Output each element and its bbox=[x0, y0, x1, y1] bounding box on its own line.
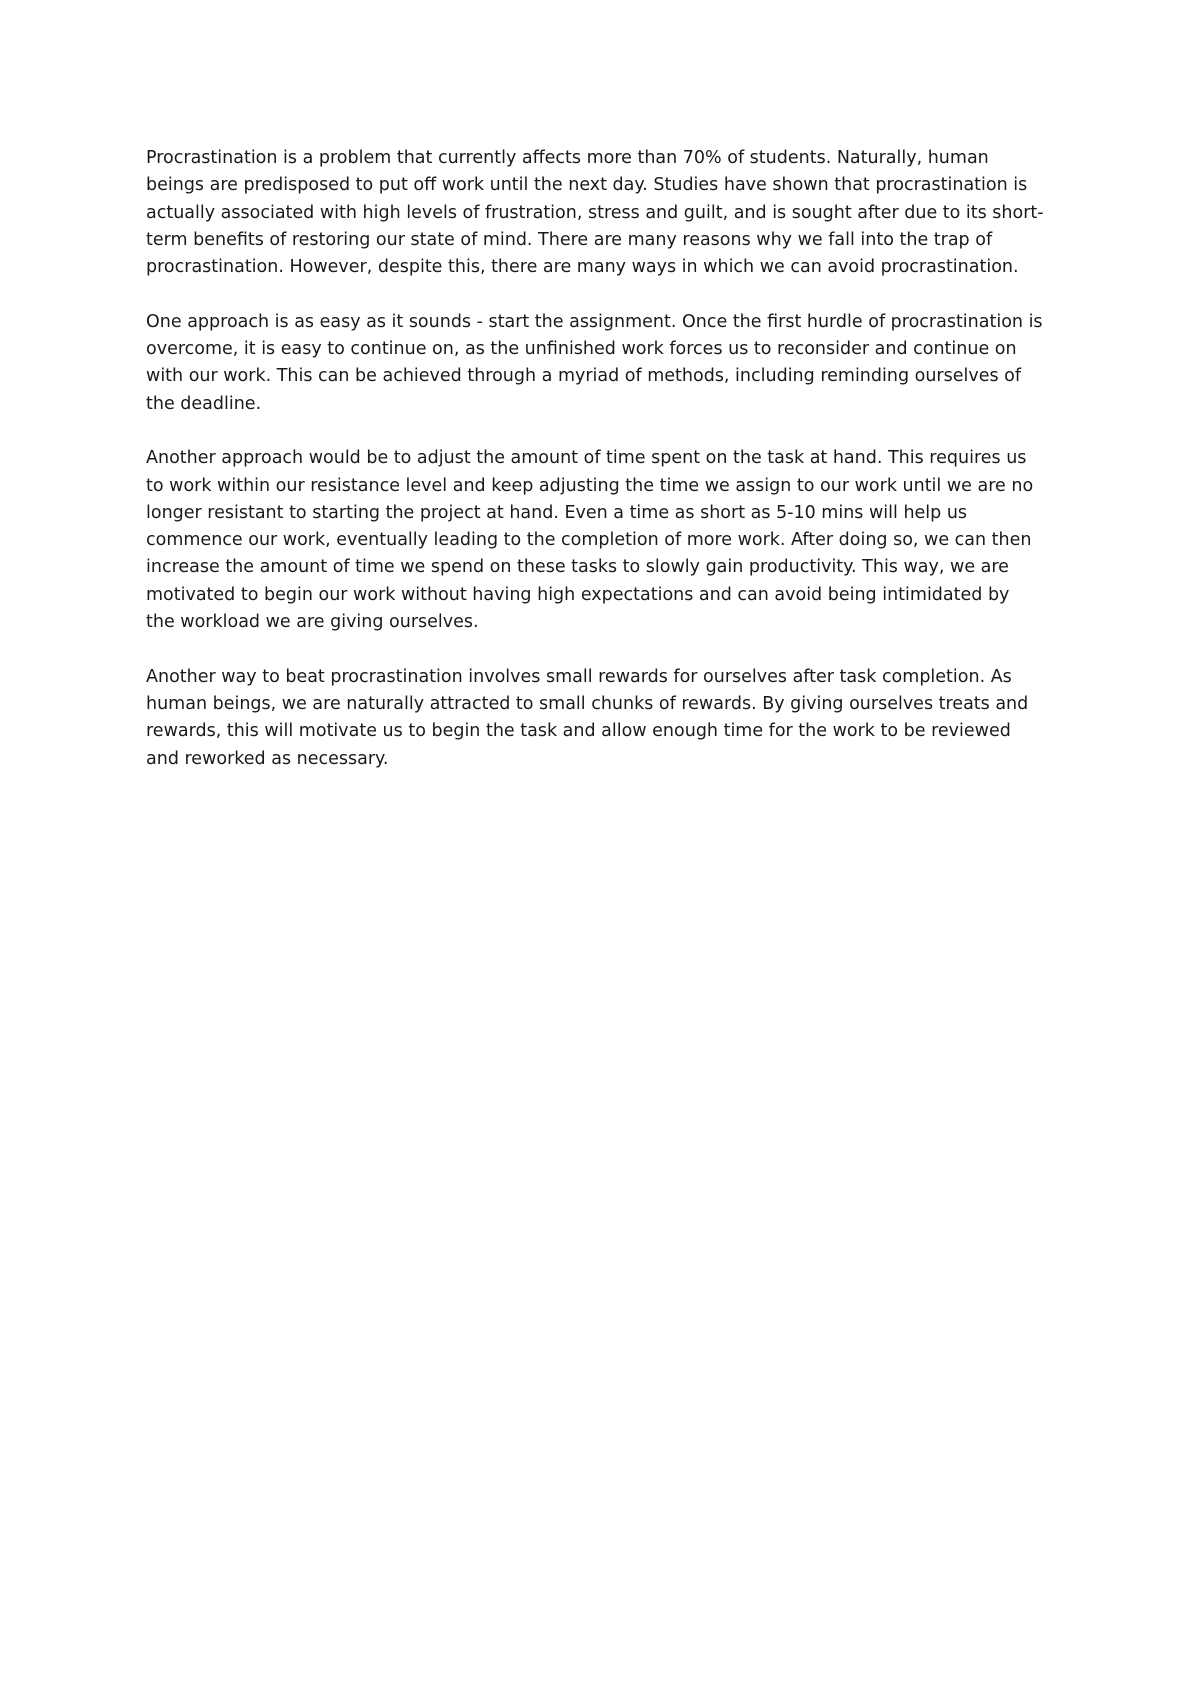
text-line: overcome, it is easy to continue on, as the unfinished work forces us to reconsider and continue on bbox=[146, 339, 1017, 360]
text-line: Another approach would be to adjust the amount of time spent on the task at hand. This requires us bbox=[146, 448, 1027, 469]
text-line: human beings, we are naturally attracted to small chunks of rewards. By giving ourselves treats and bbox=[146, 693, 1029, 714]
text-line: longer resistant to starting the project at hand. Even a time as short as 5-10 mins will help us bbox=[146, 502, 968, 523]
paragraph-1 bbox=[146, 145, 1066, 281]
text-line: Procrastination is a problem that currently affects more than 70% of students. Naturally, human bbox=[146, 148, 989, 168]
text-line: Another way to beat procrastination involves small rewards for ourselves after task completion. As bbox=[146, 666, 1012, 687]
text-line: increase the amount of time we spend on these tasks to slowly gain productivity. This way, we are bbox=[146, 557, 1009, 578]
text-line: procrastination. However, despite this, there are many ways in which we can avoid procrastination. bbox=[146, 257, 1019, 278]
text-line: to work within our resistance level and keep adjusting the time we assign to our work until we are no bbox=[146, 475, 1034, 496]
paragraph-4 bbox=[146, 664, 1066, 773]
text-line: beings are predisposed to put off work until the next day. Studies have shown that procrastination is bbox=[146, 175, 1028, 196]
text-line: the workload we are giving ourselves. bbox=[146, 612, 479, 633]
text-line: rewards, this will motivate us to begin the task and allow enough time for the work to be reviewed bbox=[146, 721, 1011, 742]
text-line: with our work. This can be achieved through a myriad of methods, including reminding ourselves of bbox=[146, 366, 1022, 387]
text-line: commence our work, eventually leading to the completion of more work. After doing so, we can then bbox=[146, 530, 1032, 551]
text-line: term benefits of restoring our state of mind. There are many reasons why we fall into the trap of bbox=[146, 229, 993, 250]
text-line: One approach is as easy as it sounds - start the assignment. Once the first hurdle of procrastination is bbox=[146, 311, 1043, 332]
paragraph-2 bbox=[146, 309, 1066, 418]
text-line: and reworked as necessary. bbox=[146, 748, 389, 769]
text-line: actually associated with high levels of frustration, stress and guilt, and is sought after due to its short- bbox=[146, 202, 1044, 223]
document-body bbox=[146, 145, 1066, 800]
text-line: the deadline. bbox=[146, 393, 262, 414]
paragraph-3 bbox=[146, 445, 1066, 636]
text-line: motivated to begin our work without having high expectations and can avoid being intimidated by bbox=[146, 584, 1010, 605]
